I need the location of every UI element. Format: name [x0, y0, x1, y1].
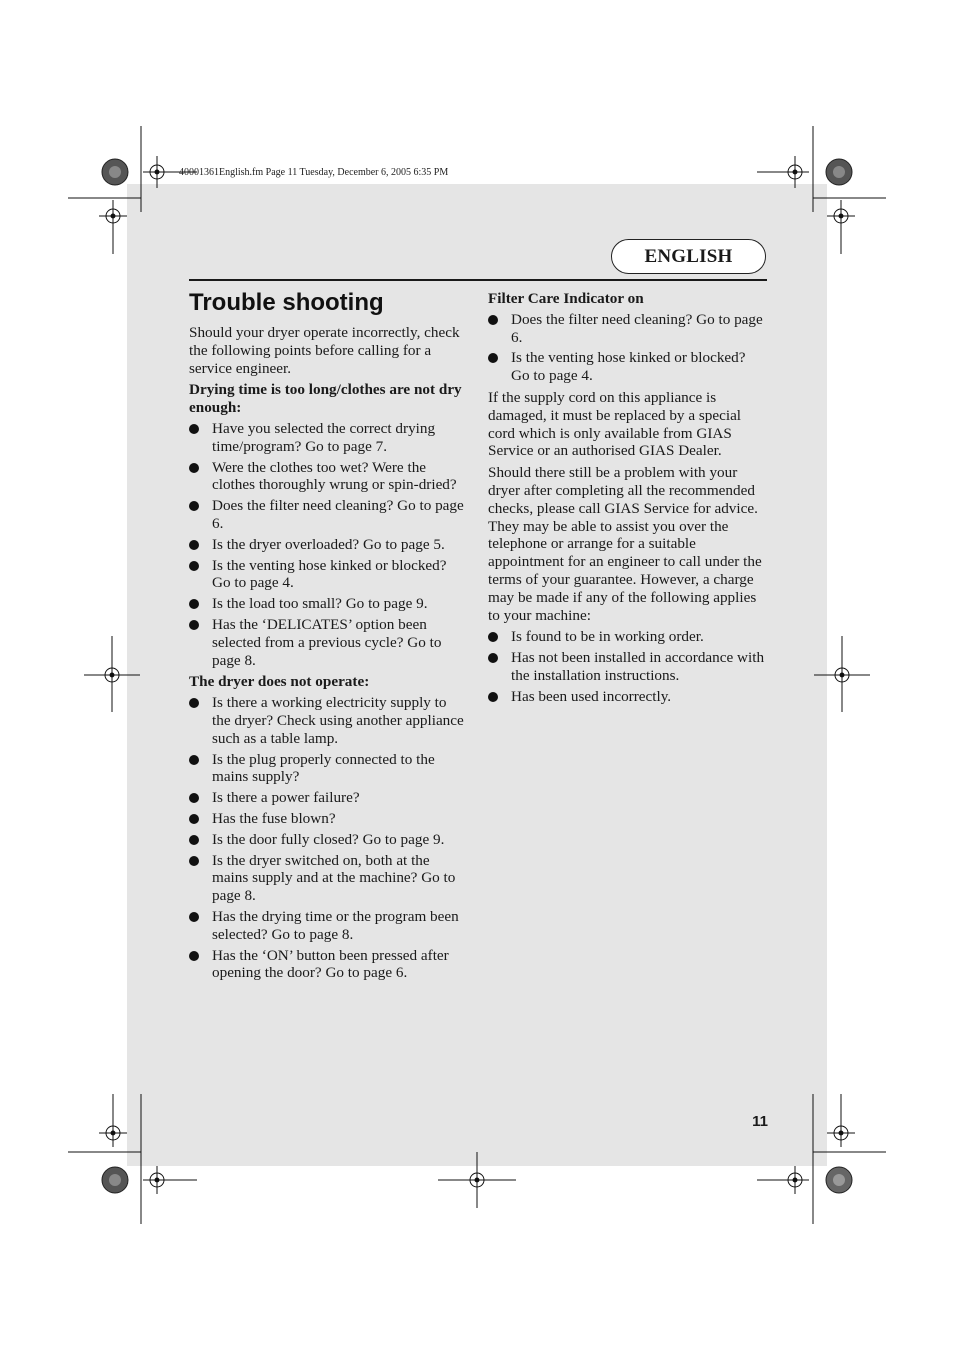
bullet-icon [189, 561, 199, 571]
list-item: Has the drying time or the program been selected? Go to page 8. [189, 908, 464, 944]
list-item: Is found to be in working order. [488, 628, 766, 646]
list-item: Have you selected the correct drying time/program? Go to page 7. [189, 420, 464, 456]
list-item: Has been used incorrectly. [488, 688, 766, 706]
bullet-icon [488, 315, 498, 325]
bullet-icon [488, 353, 498, 363]
bullet-icon [488, 653, 498, 663]
list-item: Is there a working electricity supply to the dryer? Check using another appliance such as a table lamp. [189, 694, 464, 747]
service-note: Should there still be a problem with your dryer after completing all the recommended checks, please call GIAS Service for advice. They may be able to assist you over the telephone or arrange for a suitable appointment for an engineer to call under the terms of your guarantee. However, a charge may be made if any of the following applies to your machine: [488, 464, 762, 624]
list-item: Does the filter need cleaning? Go to page 6. [189, 497, 464, 533]
checklist [189, 420, 464, 669]
bullet-icon [189, 620, 199, 630]
file-slug: 40001361English.fm Page 11 Tuesday, December 6, 2005 6:35 PM [179, 167, 449, 178]
header-rule [189, 279, 767, 281]
bullet-icon [488, 692, 498, 702]
left-column [189, 288, 464, 986]
bullet-icon [488, 632, 498, 642]
bullet-icon [189, 501, 199, 511]
list-item: Is the venting hose kinked or blocked? Go to page 4. [488, 349, 766, 385]
right-column [488, 290, 766, 710]
list-item: Is the dryer switched on, both at the mains supply and at the machine? Go to page 8. [189, 852, 464, 905]
list-item: Has the ‘DELICATES’ option been selected from a previous cycle? Go to page 8. [189, 616, 464, 669]
page-number: 11 [752, 1113, 768, 1130]
checklist [488, 628, 766, 705]
bullet-icon [189, 424, 199, 434]
list-item: Has not been installed in accordance with the installation instructions. [488, 649, 766, 685]
list-item: Is the dryer overloaded? Go to page 5. [189, 536, 464, 554]
page-title: Trouble shooting [189, 289, 384, 316]
checklist [189, 694, 464, 982]
list-item: Were the clothes too wet? Were the clothes thoroughly wrung or spin-dried? [189, 459, 464, 495]
bullet-icon [189, 835, 199, 845]
intro-text: Should your dryer operate incorrectly, check the following points before calling for a service engineer. [189, 324, 460, 377]
language-label: ENGLISH [611, 239, 766, 274]
list-item: Is the load too small? Go to page 9. [189, 595, 464, 613]
list-item: Is the door fully closed? Go to page 9. [189, 831, 464, 849]
bullet-icon [189, 856, 199, 866]
bullet-icon [189, 540, 199, 550]
section-heading: The dryer does not operate: [189, 673, 370, 691]
list-item: Has the fuse blown? [189, 810, 464, 828]
bullet-icon [189, 599, 199, 609]
section-heading: Filter Care Indicator on [488, 290, 644, 307]
bullet-icon [189, 912, 199, 922]
checklist [488, 311, 766, 385]
supply-cord-note: If the supply cord on this appliance is damaged, it must be replaced by a special cord which is only available from GIAS Service or an authorised GIAS Dealer. [488, 388, 742, 460]
list-item: Is there a power failure? [189, 789, 464, 807]
list-item: Does the filter need cleaning? Go to page 6. [488, 311, 766, 347]
list-item: Is the venting hose kinked or blocked? Go to page 4. [189, 557, 464, 593]
list-item: Has the ‘ON’ button been pressed after opening the door? Go to page 6. [189, 947, 464, 983]
bullet-icon [189, 463, 199, 473]
bullet-icon [189, 698, 199, 708]
section-heading: Drying time is too long/clothes are not dry enough: [189, 381, 462, 417]
bullet-icon [189, 755, 199, 765]
bullet-icon [189, 814, 199, 824]
list-item: Is the plug properly connected to the mains supply? [189, 751, 464, 787]
bullet-icon [189, 951, 199, 961]
bullet-icon [189, 793, 199, 803]
